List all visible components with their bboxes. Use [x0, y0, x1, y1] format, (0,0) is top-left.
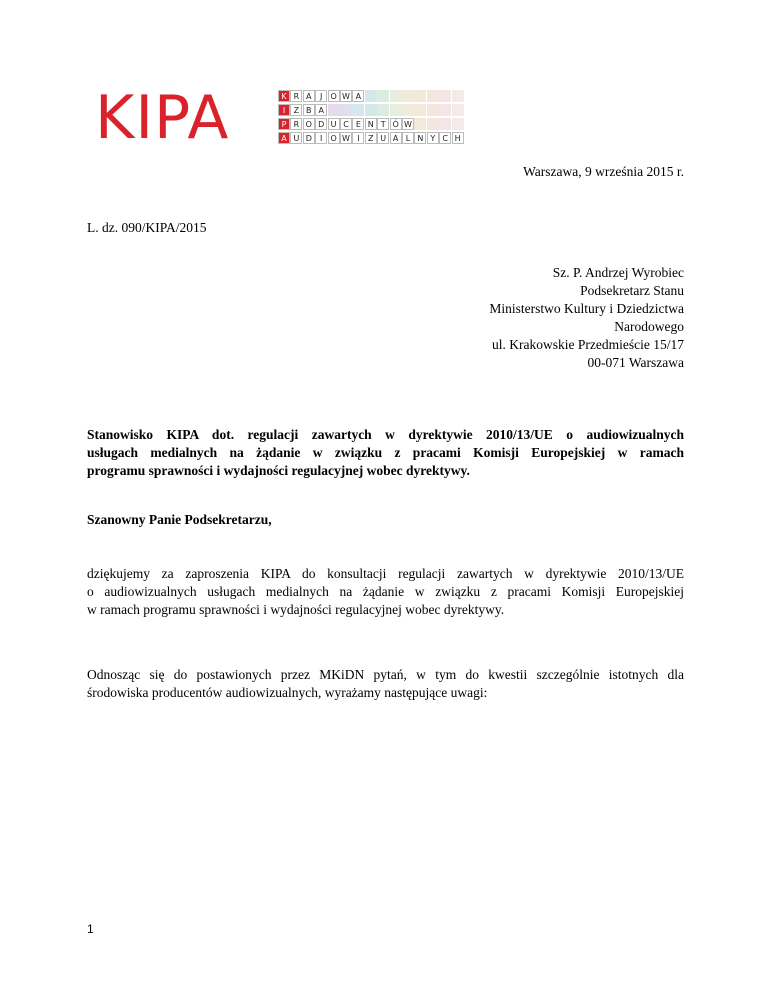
logo-color-cell: [377, 90, 389, 102]
logo-color-cell: [402, 104, 414, 116]
subject-line: usługach medialnych na żądanie w związku z pracami Komisji Europejskiej w ramach: [87, 445, 684, 460]
logo-letter-cell: T: [377, 118, 389, 130]
logo-letter-cell: O: [303, 118, 315, 130]
logo-color-cell: [452, 104, 464, 116]
logo-letter-cell: D: [315, 118, 327, 130]
logo-letter-cell: I: [278, 104, 290, 116]
kipa-logo: [95, 83, 465, 153]
paragraph-line: środowiska producentów audiowizualnych, wyrażamy następujące uwagi:: [87, 685, 488, 700]
logo-letter-cell: Ó: [390, 118, 402, 130]
subject-line: Stanowisko KIPA dot. regulacji zawartych w dyrektywie 2010/13/UE o audiowizualnych: [87, 427, 684, 442]
reference-number: L. dz. 090/KIPA/2015: [87, 220, 207, 235]
logo-letter-cell: D: [303, 132, 315, 144]
logo-letter-cell: U: [377, 132, 389, 144]
paragraph-line: Odnosząc się do postawionych przez MKiDN pytań, w tym do kwestii szczególnie istotnych dla: [87, 667, 684, 682]
paragraph-line: w ramach programu sprawności i wydajności regulacyjnej wobec dyrektywy.: [87, 602, 505, 617]
logo-letter-cell: I: [352, 132, 364, 144]
place-date: Warszawa, 9 września 2015 r.: [523, 164, 684, 179]
paragraph-line: dziękujemy za zaproszenia KIPA do konsultacji regulacji zawartych w dyrektywie 2010/13/UE: [87, 566, 684, 581]
logo-color-cell: [427, 90, 439, 102]
logo-color-cell: [452, 90, 464, 102]
logo-color-cell: [414, 90, 426, 102]
logo-letter-cell: A: [315, 104, 327, 116]
logo-color-cell: [452, 118, 464, 130]
logo-letter-cell: A: [303, 90, 315, 102]
logo-color-cell: [414, 118, 426, 130]
subject-line: programu sprawności i wydajności regulacyjnej wobec dyrektywy.: [87, 463, 470, 478]
page-number: 1: [87, 922, 94, 936]
logo-letter-cell: O: [328, 132, 340, 144]
logo-letter-cell: Z: [365, 132, 377, 144]
logo-letter-cell: J: [315, 90, 327, 102]
logo-letter-cell: N: [365, 118, 377, 130]
logo-color-cell: [365, 104, 377, 116]
logo-color-cell: [439, 118, 451, 130]
recipient-line: ul. Krakowskie Przedmieście 15/17: [492, 337, 684, 352]
body-paragraph-2: [87, 666, 684, 702]
logo-letter-cell: U: [290, 132, 302, 144]
logo-letter-cell: U: [328, 118, 340, 130]
logo-color-cell: [390, 90, 402, 102]
recipient-block: [400, 264, 684, 372]
logo-letter-cell: A: [278, 132, 290, 144]
logo-letter-cell: C: [439, 132, 451, 144]
subject-block: [87, 426, 684, 480]
logo-letter-cell: Y: [427, 132, 439, 144]
logo-color-cell: [427, 104, 439, 116]
logo-letter-cell: L: [402, 132, 414, 144]
recipient-line: Narodowego: [614, 319, 684, 334]
logo-color-cell: [365, 90, 377, 102]
logo-color-cell: [377, 104, 389, 116]
salutation: Szanowny Panie Podsekretarzu,: [87, 512, 272, 527]
logo-color-cell: [402, 90, 414, 102]
logo-letter-cell: R: [290, 118, 302, 130]
logo-letter-cell: E: [352, 118, 364, 130]
recipient-line: 00-071 Warszawa: [587, 355, 684, 370]
logo-color-cell: [414, 104, 426, 116]
logo-letter-cell: W: [340, 90, 352, 102]
recipient-line: Sz. P. Andrzej Wyrobiec: [552, 265, 684, 280]
logo-letter-cell: W: [402, 118, 414, 130]
logo-letter-grid: [278, 90, 464, 146]
logo-letter-cell: R: [290, 90, 302, 102]
logo-color-cell: [340, 104, 352, 116]
logo-letter-cell: W: [340, 132, 352, 144]
body-paragraph-1: [87, 565, 684, 619]
logo-color-cell: [427, 118, 439, 130]
logo-letter-cell: O: [328, 90, 340, 102]
logo-letter-cell: I: [315, 132, 327, 144]
logo-color-cell: [439, 104, 451, 116]
logo-letter-cell: P: [278, 118, 290, 130]
logo-letter-cell: H: [452, 132, 464, 144]
logo-letter-cell: A: [352, 90, 364, 102]
paragraph-line: o audiowizualnych usługach medialnych na żądanie w związku z pracami Komisji Europejskiej: [87, 584, 684, 599]
logo-letter-cell: Z: [290, 104, 302, 116]
logo-letter-cell: N: [414, 132, 426, 144]
logo-color-cell: [352, 104, 364, 116]
logo-color-cell: [328, 104, 340, 116]
logo-letter-cell: A: [390, 132, 402, 144]
logo-letter-cell: B: [303, 104, 315, 116]
recipient-line: Ministerstwo Kultury i Dziedzictwa: [489, 301, 684, 316]
logo-color-cell: [439, 90, 451, 102]
logo-letter-cell: C: [340, 118, 352, 130]
logo-color-cell: [390, 104, 402, 116]
logo-letter-cell: K: [278, 90, 290, 102]
recipient-line: Podsekretarz Stanu: [580, 283, 684, 298]
logo-wordmark: KIPA: [95, 83, 230, 153]
